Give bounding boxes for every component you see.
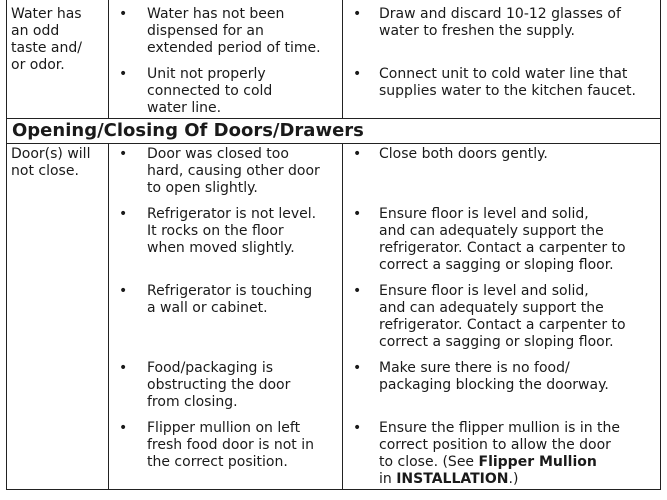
water-cause-2-line-1: Unit not properly bbox=[147, 66, 266, 82]
water-solution-2-line-1: Connect unit to cold water line that bbox=[379, 66, 628, 82]
water-cause-2-line-2: connected to cold bbox=[147, 83, 273, 99]
water-solution-1-line-2: water to freshen the supply. bbox=[379, 23, 575, 39]
doors-cause-1-line-2: hard, causing other door bbox=[147, 163, 320, 179]
bullet: • bbox=[119, 66, 128, 82]
doors-solution-2-line-4: correct a sagging or sloping floor. bbox=[379, 257, 614, 273]
doors-cause-2-line-3: when moved slightly. bbox=[147, 240, 295, 256]
bullet: • bbox=[353, 66, 362, 82]
doors-solution-4-line-1: Make sure there is no food/ bbox=[379, 360, 570, 376]
column-divider-cause bbox=[342, 0, 343, 118]
troubleshooting-table bbox=[6, 0, 661, 490]
column-divider-problem-2 bbox=[108, 143, 109, 489]
water-cause-1-line-1: Water has not been bbox=[147, 6, 285, 22]
water-problem-line-2: an odd bbox=[11, 23, 60, 39]
doors-problem-line-1: Door(s) will bbox=[11, 146, 91, 162]
section-header-doors: Opening/Closing Of Doors/Drawers bbox=[12, 120, 364, 141]
doors-solution-3-line-3: refrigerator. Contact a carpenter to bbox=[379, 317, 626, 333]
water-problem-line-1: Water has bbox=[11, 6, 82, 22]
doors-solution-3-line-4: correct a sagging or sloping floor. bbox=[379, 334, 614, 350]
water-cause-1-line-3: extended period of time. bbox=[147, 40, 321, 56]
doors-solution-5-line-1: Ensure the flipper mullion is in the bbox=[379, 420, 621, 436]
doors-cause-1-line-1: Door was closed too bbox=[147, 146, 289, 162]
doors-cause-2-line-1: Refrigerator is not level. bbox=[147, 206, 317, 222]
doors-cause-1-line-3: to open slightly. bbox=[147, 180, 258, 196]
doors-solution-2-line-2: and can adequately support the bbox=[379, 223, 604, 239]
solution-text: .) bbox=[508, 471, 519, 487]
column-divider-cause-2 bbox=[342, 143, 343, 489]
top-tick-left bbox=[108, 0, 109, 2]
bold-reference-flipper-mullion: Flipper Mullion bbox=[478, 454, 597, 470]
column-divider-problem bbox=[108, 0, 109, 118]
doors-solution-2-line-1: Ensure floor is level and solid, bbox=[379, 206, 589, 222]
water-cause-1-line-2: dispensed for an bbox=[147, 23, 264, 39]
doors-solution-3-line-2: and can adequately support the bbox=[379, 300, 604, 316]
doors-solution-1-line-1: Close both doors gently. bbox=[379, 146, 548, 162]
doors-solution-4-line-2: packaging blocking the doorway. bbox=[379, 377, 609, 393]
doors-cause-4-line-2: obstructing the door bbox=[147, 377, 291, 393]
doors-cause-3-line-1: Refrigerator is touching bbox=[147, 283, 313, 299]
water-cause-2-line-3: water line. bbox=[147, 100, 222, 116]
water-solution-1-line-1: Draw and discard 10-12 glasses of bbox=[379, 6, 621, 22]
bullet: • bbox=[119, 206, 128, 222]
bullet: • bbox=[353, 206, 362, 222]
bullet: • bbox=[119, 283, 128, 299]
bullet: • bbox=[119, 6, 128, 22]
doors-problem-line-2: not close. bbox=[11, 163, 79, 179]
doors-cause-2-line-2: It rocks on the floor bbox=[147, 223, 284, 239]
doors-cause-5-line-1: Flipper mullion on left bbox=[147, 420, 301, 436]
section-bottom-line bbox=[7, 143, 660, 144]
doors-solution-5-line-4 bbox=[379, 471, 518, 488]
doors-cause-4-line-1: Food/packaging is bbox=[147, 360, 274, 376]
bullet: • bbox=[119, 420, 128, 436]
doors-cause-5-line-2: fresh food door is not in bbox=[147, 437, 315, 453]
bullet: • bbox=[353, 146, 362, 162]
water-problem-line-3: taste and/ bbox=[11, 40, 82, 56]
bullet: • bbox=[119, 360, 128, 376]
bullet: • bbox=[353, 283, 362, 299]
water-solution-2-line-2: supplies water to the kitchen faucet. bbox=[379, 83, 636, 99]
solution-text: in bbox=[379, 471, 397, 487]
doors-cause-5-line-3: the correct position. bbox=[147, 454, 288, 470]
doors-cause-3-line-2: a wall or cabinet. bbox=[147, 300, 268, 316]
doors-solution-5-line-3 bbox=[379, 454, 597, 471]
doors-solution-5-line-2: correct position to allow the door bbox=[379, 437, 611, 453]
bullet: • bbox=[119, 146, 128, 162]
bullet: • bbox=[353, 6, 362, 22]
doors-cause-4-line-3: from closing. bbox=[147, 394, 238, 410]
bullet: • bbox=[353, 360, 362, 376]
solution-text: to close. (See bbox=[379, 454, 479, 470]
water-problem-line-4: or odor. bbox=[11, 57, 65, 73]
bold-reference-installation: INSTALLATION bbox=[396, 471, 509, 487]
doors-solution-3-line-1: Ensure floor is level and solid, bbox=[379, 283, 589, 299]
bullet: • bbox=[353, 420, 362, 436]
doors-solution-2-line-3: refrigerator. Contact a carpenter to bbox=[379, 240, 626, 256]
